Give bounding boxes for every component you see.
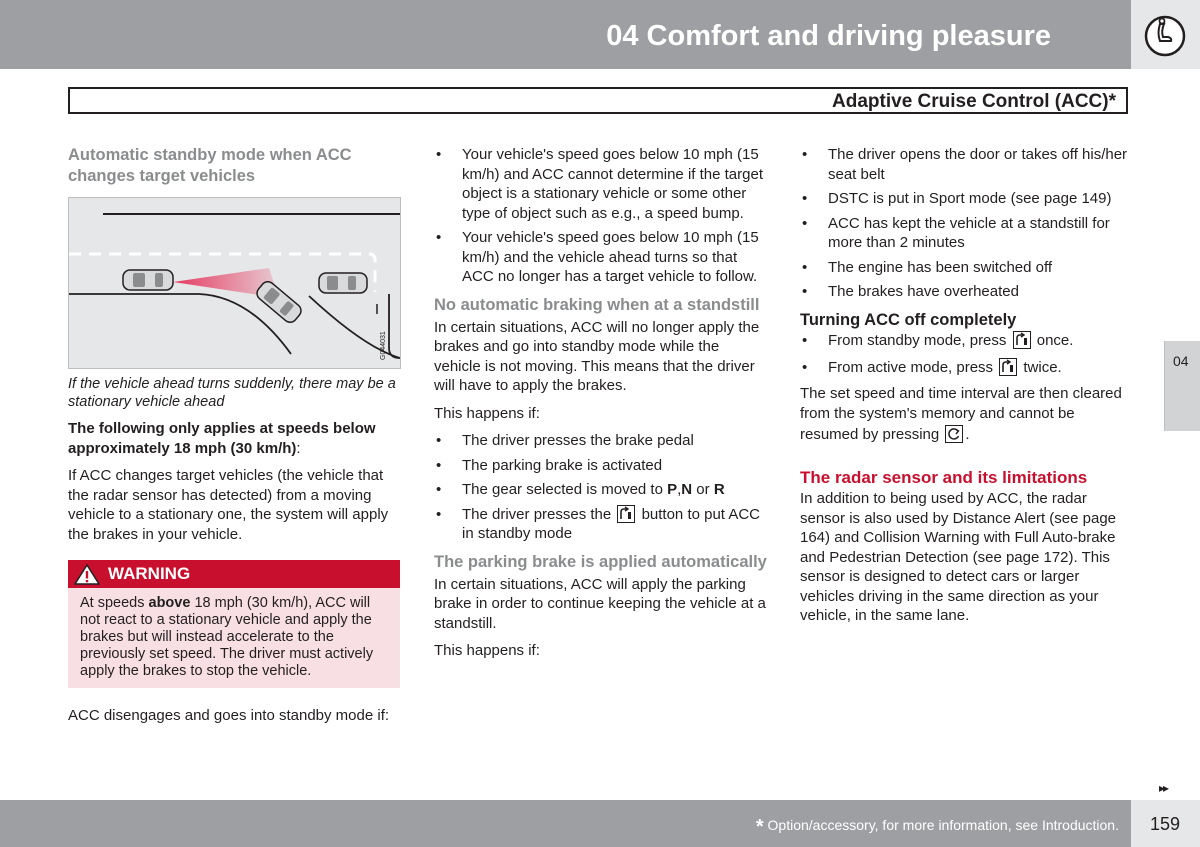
column-3: [800, 145, 1135, 634]
gear-r: R: [713, 481, 725, 498]
road-diagram: [69, 198, 400, 368]
list-item: • The driver presses the brake pedal: [434, 431, 770, 451]
list-item: • The parking brake is activated: [434, 456, 770, 476]
off-standby-text: From standby mode, press: [828, 331, 1011, 349]
acc-standby-button-icon: [617, 505, 635, 523]
no-braking-conditions-list: [434, 431, 770, 544]
footnote: [756, 816, 1119, 839]
list-item-active: [800, 358, 1135, 378]
off-standby-suffix: once.: [1032, 331, 1074, 349]
figure-code: G044031: [380, 331, 387, 360]
acc-illustration: [68, 197, 401, 369]
chapter-side-tab: [1164, 341, 1200, 431]
off-active-suffix: twice.: [1019, 359, 1062, 376]
chapter-title: 04 Comfort and driving pleasure: [606, 20, 1051, 52]
list-item-button: [434, 505, 770, 544]
section-title-frame: [68, 87, 1128, 114]
column-1: [68, 145, 401, 734]
heading-radar-sensor: The radar sensor and its limitations: [800, 468, 1088, 487]
heading-standby-target-change: Automatic standby mode when ACC changes target vehicles: [68, 146, 352, 185]
list-item: • DSTC is put in Sport mode (see page 149): [800, 189, 1135, 209]
button-text-post: button to put ACC in standby mode: [462, 505, 760, 542]
speed-note: [68, 419, 401, 458]
target-change-paragraph: If ACC changes target vehicles (the vehicle that the radar sensor has detected) from a moving vehicle to a stationary one, the system will apply the brakes in your vehicle.: [68, 467, 389, 543]
list-item-gear: [434, 480, 770, 500]
warning-title: WARNING: [108, 564, 191, 583]
acc-button-icon: [1013, 331, 1031, 349]
gear-p: P: [667, 481, 678, 498]
speed-note-text: The following only applies at speeds below approximately 18 mph (30 km/h): [68, 420, 376, 457]
button-text-pre: The driver presses the: [462, 505, 616, 523]
footer-bar: [0, 800, 1131, 847]
page-number-box: [1131, 800, 1200, 847]
warning-body: [68, 588, 400, 688]
gear-comma: ,: [677, 481, 682, 498]
happens-if-label-2: This happens if:: [434, 642, 540, 659]
footnote-star: *: [755, 816, 764, 838]
cleared-text: The set speed and time interval are then cleared from the system's memory and cannot be resumed by pressing: [800, 384, 1122, 443]
heading-parking-brake: The parking brake is applied automatically: [434, 552, 767, 571]
warning-header: [68, 560, 400, 588]
memory-cleared-paragraph: [800, 384, 1135, 446]
car-stationary: [319, 273, 367, 293]
cleared-suffix: .: [965, 425, 970, 443]
off-active-text: From active mode, press: [828, 359, 998, 376]
side-tab-label: 04: [1173, 353, 1189, 369]
figure-caption: If the vehicle ahead turns suddenly, there may be a stationary vehicle ahead: [68, 376, 396, 410]
parking-brake-conditions-list: [800, 145, 1135, 302]
standby-conditions-list: [434, 145, 770, 287]
list-item: • The driver opens the door or takes off his/her seat belt: [800, 145, 1135, 184]
section-title: Adaptive Cruise Control (ACC)*: [832, 91, 1116, 112]
warning-box: [68, 560, 400, 688]
car-own: [123, 270, 173, 290]
turn-off-list: [800, 331, 1135, 378]
warning-text-post: 18 mph (30 km/h), ACC will not react to a stationary vehicle and apply the brakes but will instead accelerate to the previously set speed. The driver must actively apply the brakes to stop the vehicle.: [80, 595, 374, 679]
heading-turn-off: Turning ACC off completely: [800, 310, 1017, 329]
radar-paragraph: In addition to being used by ACC, the radar sensor is also used by Distance Alert (see page 164) and Collision Warning with Full Auto-brake and Pedestrian Detection (see page 172). This sensor is designed to detect cars or larger vehicles driving in the same direction as your vehicle, in the same lane.: [800, 490, 1117, 624]
list-item: • The brakes have overheated: [800, 282, 1135, 302]
warning-text-pre: At speeds: [80, 595, 149, 611]
standby-intro: ACC disengages and goes into standby mode if:: [68, 707, 390, 724]
heading-no-braking: No automatic braking when at a standstill: [434, 295, 760, 314]
speed-note-colon: :: [296, 439, 301, 457]
continue-arrows-icon: ▸▸: [1159, 781, 1168, 795]
happens-if-label: This happens if:: [434, 404, 540, 422]
acc-button-icon: [999, 358, 1017, 376]
list-item: • ACC has kept the vehicle at a standstill for more than 2 minutes: [800, 214, 1135, 253]
gear-n: N: [681, 481, 693, 498]
seat-icon: [1131, 0, 1200, 69]
list-item: • Your vehicle's speed goes below 10 mph (15 km/h) and the vehicle ahead turns so that ACC no longer has a target vehicle to follow.: [434, 228, 770, 287]
resume-button-icon: [945, 425, 963, 443]
gear-text: The gear selected is moved to: [462, 481, 668, 498]
car-turning: [254, 279, 304, 325]
page-number: 159: [1150, 814, 1181, 834]
footnote-text: Option/accessory, for more information, see Introduction.: [763, 817, 1119, 833]
no-braking-paragraph: In certain situations, ACC will no longer apply the brakes and go into standby mode while the vehicle is not moving. This means that the driver will have to apply the brakes.: [434, 318, 760, 394]
header-bar: [0, 0, 1131, 69]
warning-text-bold: above: [148, 595, 191, 611]
chapter-icon-box: [1131, 0, 1200, 69]
list-item: • The engine has been switched off: [800, 258, 1135, 278]
list-item-standby: [800, 331, 1135, 351]
warning-triangle-icon: [74, 563, 100, 585]
column-2: [434, 145, 770, 669]
gear-or: or: [692, 481, 714, 498]
list-item: • Your vehicle's speed goes below 10 mph (15 km/h) and ACC cannot determine if the target object is a stationary vehicle or some other type of object such as e.g., a speed bump.: [434, 145, 770, 223]
parking-brake-paragraph: In certain situations, ACC will apply the parking brake in order to continue keeping the vehicle at a standstill.: [434, 575, 766, 632]
